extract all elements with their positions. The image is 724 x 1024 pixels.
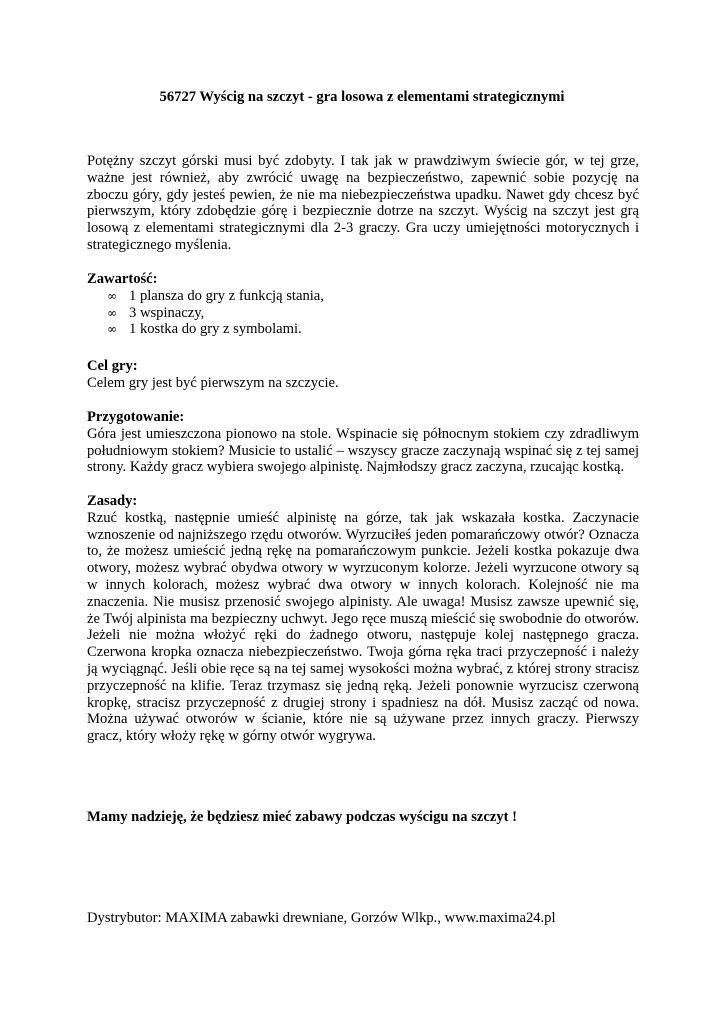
goal-section	[87, 358, 639, 392]
infinity-bullet-icon: ∞	[107, 322, 117, 337]
rules-heading: Zasady:	[87, 493, 138, 509]
list-item	[87, 288, 639, 305]
list-item	[87, 321, 639, 338]
contents-section	[87, 271, 639, 338]
list-item-text: 1 plansza do gry z funkcją stania,	[129, 287, 324, 304]
rules-text: Rzuć kostką, następnie umieść alpinistę na górze, tak jak wskazała kostka. Zaczynacie wznoszenie od najniższego rzędu otworów. Wyrzuciłeś jeden pomarańczowy otwór? Oznacza to, że możesz umieścić jedną rękę na pomarańczowym punkcie. Jeżeli kostka pokazuje dwa otwory, możesz wybrać obydwa otwory w wyrzuconym kolorze. Jeżeli wyrzucone otwory są w innych kolorach, możesz wybrać dwa otwory w innych kolorach. Kolejność nie ma znaczenia. Nie musisz przenosić swojego alpinisty. Ale uwaga! Musisz zawsze upewnić się, że Twój alpinista ma bezpieczny uchwyt. Jego ręce muszą mieścić się swobodnie do otworów. Jeżeli nie można włożyć ręki do żadnego otworu, następuje kolej następnego gracza. Czerwona kropka oznacza niebezpieczeństwo. Twoja górna ręka traci przyczepność i należy ją wyciągnąć. Jeśli obie ręce są na tej samej wysokości można wybrać, z której strony stracisz przyczepność na klifie. Teraz trzymasz się jedną ręką. Jeżeli ponownie wyrzucisz czerwoną kropkę, stracisz przyczepność z drugiej strony i spadniesz na dół. Musisz zacząć od nowa. Można używać otworów w ścianie, które nie są używane przez innych graczy. Pierwszy gracz, który włoży rękę w górny otwór wygrywa.	[87, 509, 639, 745]
contents-list	[87, 288, 639, 338]
intro-paragraph: Potężny szczyt górski musi być zdobyty. I tak jak w prawdziwym świecie gór, w tej grze, ważne jest również, aby zwrócić uwagę na bezpieczeństwo, zapewnić sobie pozycję na zboczu góry, gdy jesteś pewien, że nie ma niebezpieczeństwa upadku. Nawet gdy chcesz być pierwszym, który zdobędzie górę i bezpiecznie dotrze na szczyt. Wyścig na szczyt jest grą losową z elementami strategicznymi dla 2-3 graczy. Gra uczy umiejętności motorycznych i strategicznego myślenia.	[87, 153, 639, 253]
contents-heading: Zawartość:	[87, 271, 158, 287]
list-item	[87, 305, 639, 322]
goal-heading: Cel gry:	[87, 358, 138, 374]
closing-message: Mamy nadzieję, że będziesz mieć zabawy podczas wyścigu na szczyt !	[87, 809, 518, 825]
rules-section	[87, 493, 639, 745]
list-item-text: 3 wspinaczy,	[129, 304, 205, 321]
document-title: 56727 Wyścig na szczyt - gra losowa z elementami strategicznymi	[159, 89, 565, 105]
list-item-text: 1 kostka do gry z symbolami.	[129, 321, 302, 338]
preparation-heading: Przygotowanie:	[87, 409, 185, 425]
infinity-bullet-icon: ∞	[107, 288, 117, 303]
preparation-text: Góra jest umieszczona pionowo na stole. Wspinacie się północnym stokiem czy zdradliwym południowym stokiem? Musicie to ustalić – wszyscy gracze zaczynają wspinać się z tej samej strony. Każdy gracz wybiera swojego alpinistę. Najmłodszy gracz zaczyna, rzucając kostką.	[87, 425, 639, 476]
goal-text: Celem gry jest być pierwszym na szczycie.	[87, 374, 339, 391]
infinity-bullet-icon: ∞	[107, 305, 117, 320]
distributor-line: Dystrybutor: MAXIMA zabawki drewniane, Gorzów Wlkp., www.maxima24.pl	[87, 910, 556, 926]
preparation-section	[87, 409, 639, 476]
